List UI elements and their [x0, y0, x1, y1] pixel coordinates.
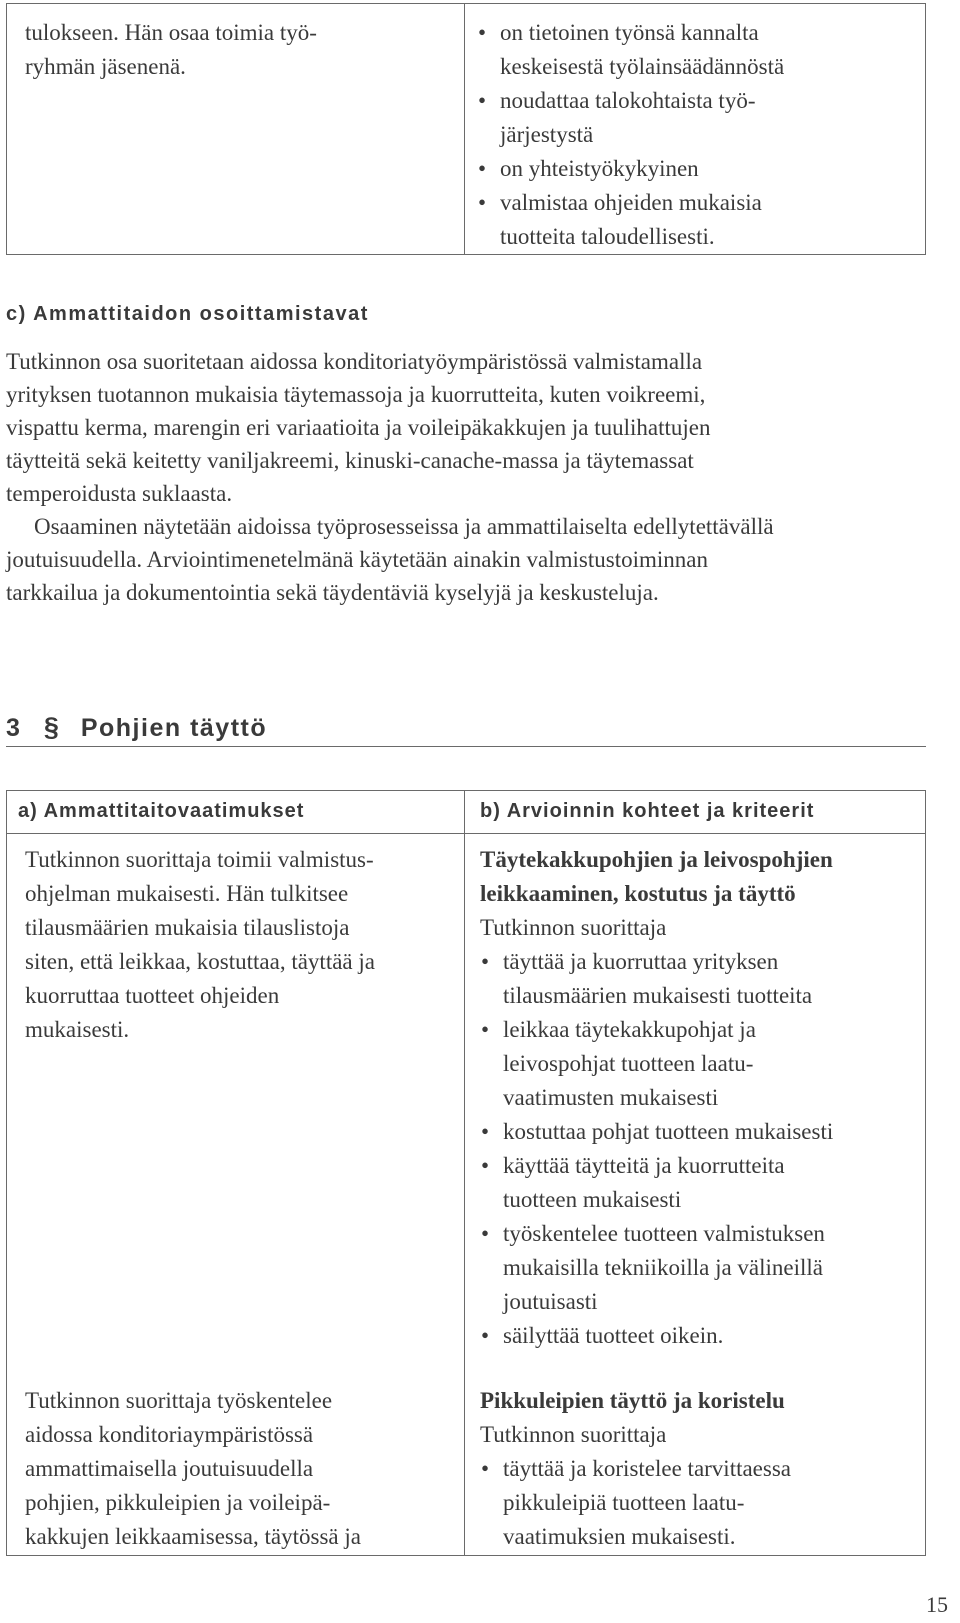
top-table-right-cell [477, 16, 917, 254]
text-line: joutuisasti [503, 1289, 598, 1314]
column-a-header: a) Ammattitaitovaatimukset [18, 800, 305, 822]
section-number: 3 [6, 714, 22, 742]
top-table-divider [464, 4, 465, 254]
text-line: Tutkinnon suorittaja toimii valmistus- [25, 847, 374, 872]
section-c-heading: c) Ammattitaidon osoittamistavat [6, 303, 369, 325]
text-line: yrityksen tuotannon mukaisia täytemassoja ja kuorrutteita, kuten voikreemi, [6, 382, 706, 407]
text-line: pikkuleipiä tuotteen laatu- [503, 1490, 745, 1515]
text-line: leivospohjat tuotteen laatu- [503, 1051, 754, 1076]
bullet-item [480, 945, 920, 1013]
text-line: • noudattaa talokohtaista työ- [500, 88, 756, 113]
text-line: tarkkailua ja dokumentointia sekä täydentäviä kyselyjä ja keskusteluja. [6, 580, 659, 605]
text-line: mukaisesti. [25, 1017, 130, 1042]
text-line: • käyttää täytteitä ja kuorrutteita [503, 1153, 785, 1178]
main-table-divider [464, 791, 465, 1555]
bullet-item [480, 1217, 920, 1319]
block-title: Pikkuleipien täyttö ja koristelu [480, 1388, 785, 1413]
text-line: aidossa konditoriaympäristössä [25, 1422, 314, 1447]
section-title: Pohjien täyttö [80, 714, 268, 742]
column-b-block-2 [480, 1384, 920, 1554]
text-line: siten, että leikkaa, kostuttaa, täyttää ja [25, 949, 375, 974]
text-line: • on tietoinen työnsä kannalta [500, 20, 759, 45]
text-line: • täyttää ja kuorruttaa yrityksen [503, 949, 779, 974]
text-line: kakkujen leikkaamisessa, täytössä ja [25, 1524, 361, 1549]
block-title-line: leikkaaminen, kostutus ja täyttö [480, 881, 796, 906]
text-line: • on yhteistyökykyinen [500, 156, 699, 181]
column-a-block-2 [25, 1384, 450, 1554]
text-line: • valmistaa ohjeiden mukaisia [500, 190, 762, 215]
text-line: tilausmäärien mukaisia tilauslistoja [25, 915, 350, 940]
text-line: • kostuttaa pohjat tuotteen mukaisesti [503, 1119, 834, 1144]
text-line: vaatimusten mukaisesti [503, 1085, 719, 1110]
text-line: Tutkinnon osa suoritetaan aidossa konditoriatyöympäristössä valmistamalla [6, 349, 703, 374]
section-3-rule [6, 746, 926, 747]
section-symbol: § [43, 712, 61, 742]
bullet-item [480, 1013, 920, 1115]
text-line: • täyttää ja koristelee tarvittaessa [503, 1456, 792, 1481]
text-line: tilausmäärien mukaisesti tuotteita [503, 983, 813, 1008]
text-line: kuorruttaa tuotteet ohjeiden [25, 983, 280, 1008]
bullet-item [477, 16, 917, 84]
text-line: • säilyttää tuotteet oikein. [503, 1323, 724, 1348]
text-line: mukaisilla tekniikoilla ja välineillä [503, 1255, 824, 1280]
section-c-body [6, 345, 926, 609]
text-line: ammattimaisella joutuisuudella [25, 1456, 314, 1481]
text-line: joutuisuudella. Arviointimenetelmänä käytetään ainakin valmistustoiminnan [6, 547, 708, 572]
bullet-item [480, 1319, 920, 1353]
text-line: tuotteen mukaisesti [503, 1187, 682, 1212]
page-number: 15 [926, 1592, 948, 1617]
bullet-item [480, 1115, 920, 1149]
text-line: tulokseen. Hän osaa toimia työ- [25, 20, 317, 45]
top-table-left-cell [25, 16, 445, 84]
bullet-item [477, 186, 917, 254]
text-line: temperoidusta suklaasta. [6, 481, 233, 506]
main-table [6, 790, 926, 1556]
bullet-item [480, 1149, 920, 1217]
text-line: järjestystä [500, 122, 594, 147]
text-line: tuotteita taloudellisesti. [500, 224, 715, 249]
bullet-item [477, 152, 917, 186]
text-line: vaatimuksien mukaisesti. [503, 1524, 736, 1549]
text-line: ryhmän jäsenenä. [25, 54, 186, 79]
block-subject: Tutkinnon suorittaja [480, 915, 667, 940]
text-line: ohjelman mukaisesti. Hän tulkitsee [25, 881, 349, 906]
bullet-item [477, 84, 917, 152]
block-subject: Tutkinnon suorittaja [480, 1422, 667, 1447]
column-b-block-1 [480, 843, 920, 1353]
bullet-item [480, 1452, 920, 1554]
text-line: • työskentelee tuotteen valmistuksen [503, 1221, 825, 1246]
text-line: • leikkaa täytekakkupohjat ja [503, 1017, 756, 1042]
text-line: vispattu kerma, marengin eri variaatioita ja voileipäkakkujen ja tuulihattujen [6, 415, 711, 440]
section-3-heading [6, 712, 267, 743]
text-line: pohjien, pikkuleipien ja voileipä- [25, 1490, 331, 1515]
column-b-header: b) Arvioinnin kohteet ja kriteerit [480, 800, 815, 822]
text-line: Tutkinnon suorittaja työskentelee [25, 1388, 333, 1413]
column-a-block-1 [25, 843, 450, 1047]
text-line: Osaaminen näytetään aidoissa työprosesseissa ja ammattilaiselta edellytettävällä [34, 514, 774, 539]
text-line: täytteitä sekä keitetty vaniljakreemi, kinuski-canache-massa ja täytemassat [6, 448, 694, 473]
header-row-rule [7, 833, 925, 834]
top-table [6, 3, 926, 255]
block-title-line: Täytekakkupohjien ja leivospohjien [480, 847, 833, 872]
text-line: keskeisestä työlainsäädännöstä [500, 54, 785, 79]
